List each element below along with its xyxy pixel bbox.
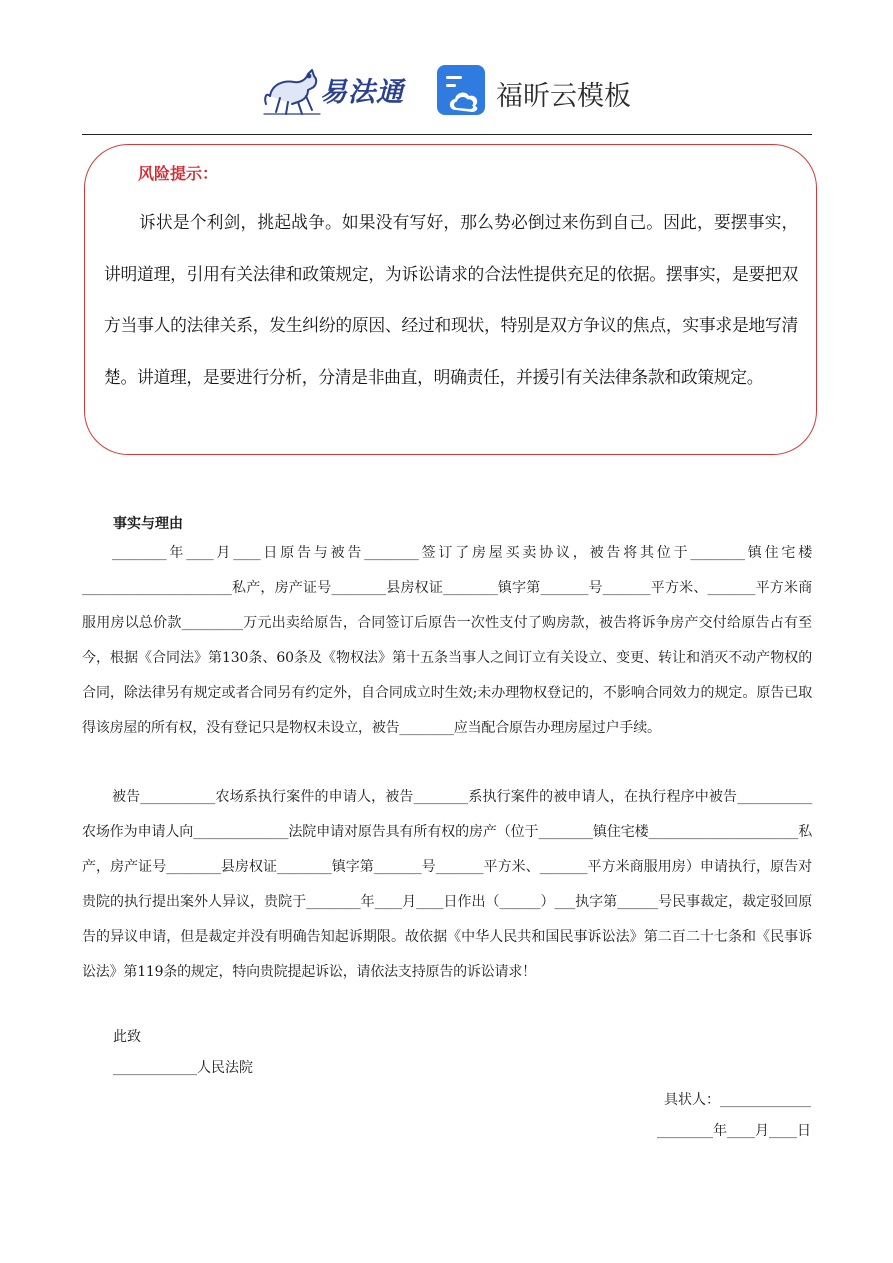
yifatong-logo xyxy=(262,62,412,118)
plaintiff-signature-line: 具状人：_____________ xyxy=(664,1092,811,1108)
page-header xyxy=(0,56,893,126)
facts-paragraph-1: ________年____月____日原告与被告________签订了房屋买卖协议，被告将其位于________镇住宅楼______________________私产，房产证号________县房权证________镇字第_______号_______平方米、_______平方米商服用房以总价款_________万元出卖给原告，合同签订后原告一次性支付了购房款，被告将诉争房产交付给原告占有至今，根据《合同法》第130条、60条及《物权法》第十五条当事人之间订立有关设立、变更、转让和消灭不动产物权的合同，除法律另有规定或者合同另有约定外，自合同成立时生效;未办理物权登记的，不影响合同效力的规定。原告已取得该房屋的所有权，没有登记只是物权未设立，被告________应当配合原告办理房屋过户手续。 xyxy=(82,545,812,736)
header-divider xyxy=(82,134,812,135)
risk-notice-title: 风险提示： xyxy=(138,164,219,183)
fuxin-logo xyxy=(436,64,636,120)
facts-heading: 事实与理由 xyxy=(113,516,183,532)
date-line: ________年____月____日 xyxy=(657,1123,811,1139)
fuxin-logo-text: 福昕云模板 xyxy=(496,81,631,112)
cloud-document-icon xyxy=(436,64,488,118)
yifatong-logo-text: 易法通 xyxy=(320,77,404,108)
horse-emblem-icon xyxy=(262,62,322,118)
closing-salutation: 此致 xyxy=(113,1029,141,1045)
facts-paragraph-2: 被告___________农场系执行案件的申请人，被告________系执行案件的被申请人，在执行程序中被告___________农场作为申请人向______________法院申请对原告具有所有权的房产（位于________镇住宅楼______________________私产，房产证号________县房权证________镇字第_______号_______平方米、_______平方米商服用房）申请执行，原告对贵院的执行提出案外人异议，贵院于________年____月____日作出（______）___执字第______号民事裁定，裁定驳回原告的异议申请，但是裁定并没有明确告知起诉期限。故依据《中华人民共和国民事诉讼法》第二百二十七条和《民事诉讼法》第119条的规定，特向贵院提起诉讼，请依法支持原告的诉讼请求！ xyxy=(82,789,812,980)
risk-notice-body: 诉状是个利剑，挑起战争。如果没有写好，那么势必倒过来伤到自己。因此，要摆事实，讲明道理，引用有关法律和政策规定，为诉讼请求的合法性提供充足的依据。摆事实，是要把双方当事人的法律关系，发生纠纷的原因、经过和现状，特别是双方争议的焦点，实事求是地写清楚。讲道理，是要进行分析，分清是非曲直，明确责任，并援引有关法律条款和政策规定。 xyxy=(104,212,798,387)
court-addressee: ____________人民法院 xyxy=(113,1060,253,1076)
